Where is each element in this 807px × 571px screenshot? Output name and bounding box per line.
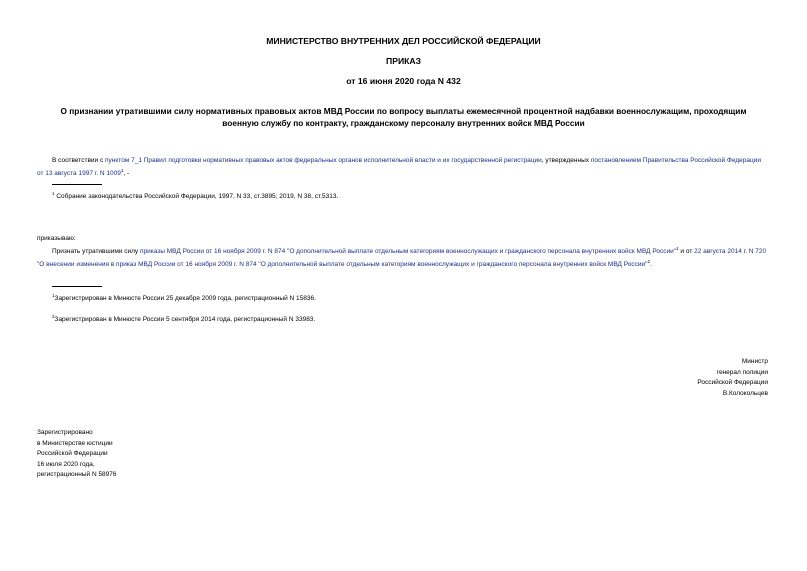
footnote-mark: 1: [52, 293, 55, 298]
signature-line: Министр: [741, 358, 768, 365]
footnote-text: Зарегистрирован в Минюсте России 5 сентября 2014 года, регистрационный N 33983.: [54, 316, 316, 324]
doc-date-number: от 16 июня 2020 года N 432: [346, 76, 461, 86]
footnote-divider: [52, 286, 102, 287]
signature-line: Российской Федерации: [697, 379, 768, 386]
link-rules-7-1[interactable]: пунктом 7_1 Правил подготовки нормативных правовых актов федеральных органов исполнительной власти и их государственной регистрации: [105, 157, 542, 164]
footnote-2-1: [52, 291, 772, 304]
footnote-mark[interactable]: 1: [676, 246, 679, 251]
ministry-heading: МИНИСТЕРСТВО ВНУТРЕННИХ ДЕЛ РОССИЙСКОЙ ФЕДЕРАЦИИ: [266, 36, 541, 46]
footnote-1: [52, 189, 772, 202]
footnote-mark: 2: [52, 314, 55, 319]
registration-line: в Министерстве юстиции: [37, 439, 113, 447]
signature-block: [697, 357, 768, 399]
footnote-mark[interactable]: 1: [120, 168, 124, 173]
signature-line: генерал полиции: [716, 368, 768, 376]
doc-title-line2: военную службу по контракту, гражданскому персоналу внутренних войск МВД России: [222, 118, 585, 128]
intro-mid: , утвержденных: [541, 157, 591, 164]
registration-line: 16 июля 2020 года,: [37, 460, 95, 468]
footnote-divider: [52, 184, 102, 185]
registration-line: Российской Федерации: [37, 450, 108, 457]
intro-paragraph: [37, 156, 769, 179]
footnote-mark[interactable]: 2: [647, 259, 650, 265]
order-lead: Признать утратившими силу: [52, 248, 140, 256]
intro-lead: В соответствии с: [52, 157, 106, 164]
footnote-text: Зарегистрирован в Минюсте России 25 декабря 2009 года, регистрационный N 15836.: [54, 295, 316, 303]
footnote-2-2: [52, 312, 772, 325]
order-paragraph: [37, 244, 769, 270]
registration-line: регистрационный N 58976: [37, 471, 117, 478]
doc-title-line1: О признании утратившими силу нормативных правовых актов МВД России по вопросу выплаты ежемесячной процентной надбавки военнослужащим, проходящим: [60, 106, 747, 116]
link-postanovlenie-1009[interactable]: постановлением Правительства Российской Федерации от 13 августа 1997 г. N 1009: [37, 157, 761, 178]
intro-tail: , -: [123, 170, 130, 178]
prikazyvayu: приказываю:: [37, 235, 76, 242]
order-mid: и от: [678, 248, 693, 256]
footnote-mark: 1: [52, 191, 55, 196]
link-order-874[interactable]: приказы МВД России от 16 ноября 2009 г. N 874 "О дополнительной выплате отдельным категориям военнослужащих и гражданского персонала внутренних войск МВД России": [140, 248, 677, 256]
footnote-text: Собрание законодательства Российской Федерации, 1997, N 33, ст.3895; 2019, N 38, ст.5313.: [56, 193, 339, 201]
registration-line: Зарегистрировано: [37, 429, 93, 436]
doc-type: ПРИКАЗ: [386, 56, 421, 66]
order-tail: .: [649, 261, 652, 269]
link-order-720[interactable]: 22 августа 2014 г. N 720 "О внесении изменения в приказ МВД России от 16 ноября 2009 г. N 874 "О дополнительной выплате отдельным категориям военнослужащих и гражданского персонала внутренних войск МВД России": [37, 248, 767, 269]
signature-line: В.Колокольцев: [722, 389, 768, 397]
registration-block: [37, 428, 117, 481]
